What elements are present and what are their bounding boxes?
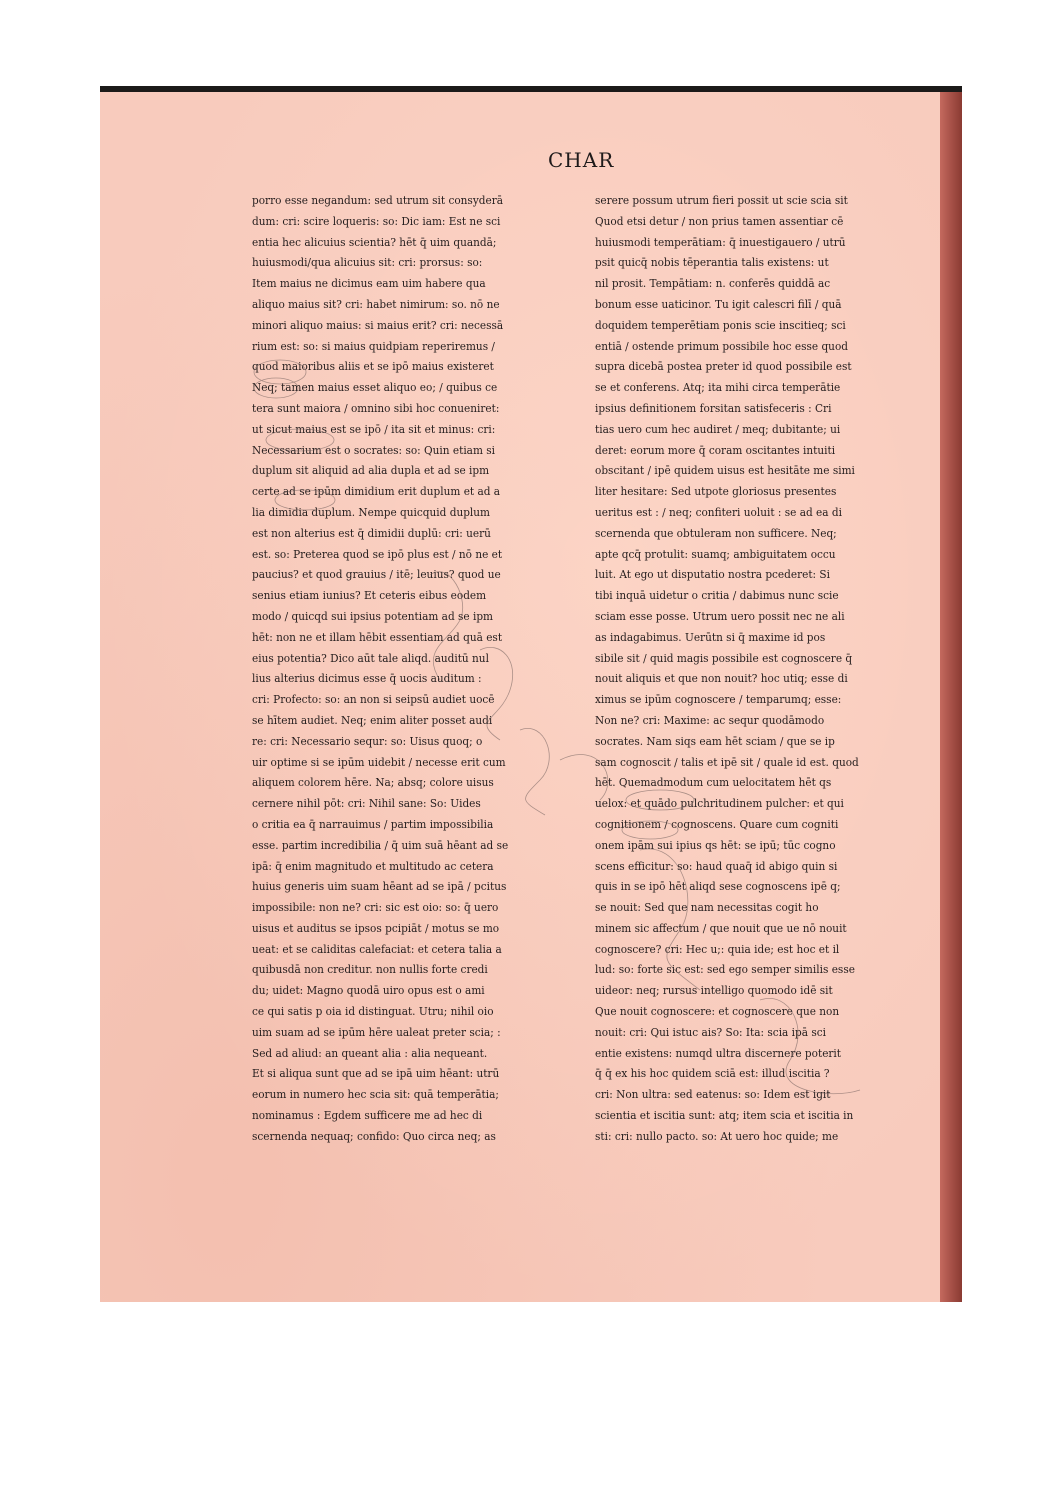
text-line: eorum in numero hec scia sit: quā temperātia; xyxy=(252,1088,499,1102)
text-line: aliquem colorem hēre. Na; absq; colore uisus xyxy=(252,776,494,790)
text-line: nominamus : Egdem sufficere me ad hec di xyxy=(252,1109,483,1123)
text-line: deret: eorum more q̄ coram oscitantes intuiti xyxy=(595,443,836,457)
text-line: senius etiam iunius? Et ceteris eibus eodem xyxy=(252,589,487,603)
text-line: Et si aliqua sunt que ad se ipā uim hēant: utrū xyxy=(252,1067,500,1081)
text-line: ximus se ipūm cognoscere / temparumq; esse: xyxy=(595,693,842,707)
text-line: uisus et auditus se ipsos pcipiāt / motus se mo xyxy=(252,921,500,935)
text-line: cognoscere? cri: Hec u;: quia ide; est hoc et il xyxy=(595,942,840,956)
text-line: ueat: et se caliditas calefaciat: et cetera talia a xyxy=(252,942,502,956)
text-line: as indagabimus. Uerūtn si q̄ maxime id pos xyxy=(595,630,826,644)
text-line: Quod etsi detur / non prius tamen assentiar cē xyxy=(595,214,844,228)
text-line: se et conferens. Atq; ita mihi circa temperātie xyxy=(595,381,841,395)
text-line: Item maius ne dicimus eam uim habere qua xyxy=(252,277,486,291)
text-line: apte qcq̄ protulit: suamq; ambiguitatem occu xyxy=(595,547,836,561)
text-line: supra dicebā postea preter id quod possibile est xyxy=(595,360,852,374)
text-line: sibile sit / quid magis possibile est cognoscere q̄ xyxy=(595,651,853,665)
text-line: porro esse negandum: sed utrum sit consyderā xyxy=(252,194,503,207)
text-line: serere possum utrum fieri possit ut scie scia sit xyxy=(595,194,848,207)
text-line: du; uidet: Magno quodā uiro opus est o ami xyxy=(252,984,485,998)
running-head: CHAR xyxy=(548,148,615,172)
text-line: o critia ea q̄ narrauimus / partim impossibilia xyxy=(252,817,494,831)
text-line: certe ad se ipūm dimidium erit duplum et ad a xyxy=(252,485,501,499)
text-line: tibi inquā uidetur o critia / dabimus nunc scie xyxy=(595,589,839,603)
text-line: sciam esse posse. Utrum uero possit nec ne ali xyxy=(595,609,845,623)
text-line: paucius? et quod grauius / itē; leuius? quod ue xyxy=(252,568,501,582)
text-line: impossibile: non ne? cri: sic est oio: so: q̄ uero xyxy=(252,901,499,915)
text-line: entie existens: numqd ultra discernere poterit xyxy=(595,1046,842,1060)
text-line: modo / quicqd sui ipsius potentiam ad se ipm xyxy=(252,609,494,623)
text-line: re: cri: Necessario sequr: so: Uisus quoq; o xyxy=(252,734,483,748)
text-line: cernere nihil pōt: cri: Nihil sane: So: Uides xyxy=(252,797,481,811)
text-line: ut sicut maius est se ipō / ita sit et minus: cri: xyxy=(252,422,496,436)
text-line: uir optime si se ipūm uidebit / necesse erit cum xyxy=(252,755,506,769)
text-line: cri: Non ultra: sed eatenus: so: Idem est igit xyxy=(595,1088,831,1102)
text-line: tias uero cum hec audiret / meq; dubitante; ui xyxy=(595,422,841,436)
text-line: cognitionem / cognoscens. Quare cum cogniti xyxy=(595,817,839,831)
text-line: nouit: cri: Qui istuc ais? So: Ita: scia ipā sci xyxy=(595,1025,826,1039)
text-line: Neq; tamen maius esset aliquo eo; / quibus ce xyxy=(252,381,498,395)
text-line: socrates. Nam siqs eam hēt sciam / que se ip xyxy=(595,734,835,748)
text-line: uim suam ad se ipūm hēre ualeat preter scia; : xyxy=(252,1025,501,1039)
text-line: psit quicq̄ nobis tēperantia talis existens: ut xyxy=(595,256,829,270)
text-line: ipā: q̄ enim magnitudo et multitudo ac cetera xyxy=(252,859,494,873)
text-line: duplum sit aliquid ad alia dupla et ad se ipm xyxy=(252,464,490,478)
text-line: scernenda que obtuleram non sufficere. Neq; xyxy=(595,526,837,540)
text-line: esse. partim incredibilia / q̄ uim suā hēant ad se xyxy=(252,838,509,852)
text-line: obscitant / ipē quidem uisus est hesitāte me simi xyxy=(595,464,855,478)
text-line: se nouit: Sed que nam necessitas cogit ho xyxy=(595,901,819,915)
text-line: aliquo maius sit? cri: habet nimirum: so. nō ne xyxy=(252,297,500,311)
text-line: minem sic affectum / que nouit que ue nō nouit xyxy=(595,921,847,935)
text-line: ce qui satis p oia id distinguat. Utru; nihil oio xyxy=(252,1005,494,1019)
text-line: onem ipām sui ipius qs hēt: se ipū; tūc cogno xyxy=(595,838,836,852)
text-line: scens efficitur: so: haud quaq̄ id abigo quin si xyxy=(595,859,838,873)
text-line: scernenda nequaq; confido: Quo circa neq; as xyxy=(252,1129,496,1143)
text-line: entiā / ostende primum possibile hoc esse quod xyxy=(595,339,849,353)
text-line: sti: cri: nullo pacto. so: At uero hoc quide; me xyxy=(595,1129,839,1143)
text-line: quod maioribus aliis et se ipō maius existeret xyxy=(252,360,494,374)
text-line: Necessarium est o socrates: so: Quin etiam si xyxy=(252,443,496,457)
text-line: ipsius definitionem forsitan satisfeceris : Cri xyxy=(595,401,832,415)
text-line: rium est: so: si maius quidpiam reperiremus / xyxy=(252,339,495,353)
text-line: q̄ q̄ ex his hoc quidem sciā est: illud iscitia ? xyxy=(595,1067,830,1081)
text-line: uideor: neq; rursus intelligo quomodo idē sit xyxy=(595,984,833,998)
text-line: est non alterius est q̄ dimidii duplū: cri: uerū xyxy=(252,526,491,540)
text-line: nil prosit. Tempātiam: n. conferēs quiddā ac xyxy=(595,277,831,291)
text-line: doquidem temperētiam ponis scie inscitieq; sci xyxy=(595,318,846,332)
text-line: minori aliquo maius: si maius erit? cri: necessā xyxy=(252,318,504,332)
text-line: bonum esse uaticinor. Tu igit calescri filī / quā xyxy=(595,297,842,311)
text-line: uelox: et quādo pulchritudinem pulcher: et qui xyxy=(595,797,844,811)
text-line: quis in se ipō hēt aliqd sese cognoscens ipē q; xyxy=(595,880,841,894)
text-line: huiusmodi temperātiam: q̄ inuestigauero / utrū xyxy=(595,235,846,249)
text-line: nouit aliquis et que non nouit? hoc utiq; esse di xyxy=(595,672,848,686)
text-line: se hītem audiet. Neq; enim aliter posset audi xyxy=(252,713,493,727)
text-line: est. so: Preterea quod se ipō plus est / nō ne et xyxy=(252,547,503,561)
text-line: scientia et iscitia sunt: atq; item scia et iscitia in xyxy=(595,1109,854,1123)
text-line: hēt. Quemadmodum cum uelocitatem hēt qs xyxy=(595,776,832,790)
text-line: cri: Profecto: so: an non si seipsū audiet uocē xyxy=(252,693,495,707)
text-line: liter hesitare: Sed utpote gloriosus presentes xyxy=(595,485,837,499)
text-line: lud: so: forte sic est: sed ego semper similis esse xyxy=(595,963,855,977)
text-line: luit. At ego ut disputatio nostra pcederet: Si xyxy=(595,568,830,582)
text-line: dum: cri: scire loqueris: so: Dic iam: Est ne sci xyxy=(252,214,501,228)
marginal-scribble-strokes xyxy=(254,360,860,1094)
text-line: sam cognoscit / talis et ipē sit / quale id est. quod xyxy=(595,755,859,769)
text-line: ueritus est : / neq; confiteri uoluit : se ad ea di xyxy=(595,505,842,519)
text-line: quibusdā non creditur. non nullis forte credi xyxy=(252,963,488,977)
text-line: Sed ad aliud: an queant alia : alia nequeant. xyxy=(252,1046,488,1060)
text-line: huiusmodi/qua alicuius sit: cri: prorsus: so: xyxy=(252,256,483,270)
text-line: Non ne? cri: Maxime: ac sequr quodāmodo xyxy=(595,713,825,727)
text-line: entia hec alicuius scientia? hēt q̄ uim quandā; xyxy=(252,235,497,249)
text-line: lia dimidia duplum. Nempe quicquid duplum xyxy=(252,505,491,519)
text-line: lius alterius dicimus esse q̄ uocis auditum : xyxy=(252,672,482,686)
text-line: huius generis uim suam hēant ad se ipā / pcitus xyxy=(252,880,507,894)
text-line: tera sunt maiora / omnino sibi hoc conueniret: xyxy=(252,401,500,415)
text-line: Que nouit cognoscere: et cognoscere que non xyxy=(595,1005,840,1019)
text-line: eius potentia? Dico aūt tale aliqd. auditū nul xyxy=(252,651,489,665)
text-line: hēt: non ne et illam hēbit essentiam ad quā est xyxy=(252,630,503,644)
